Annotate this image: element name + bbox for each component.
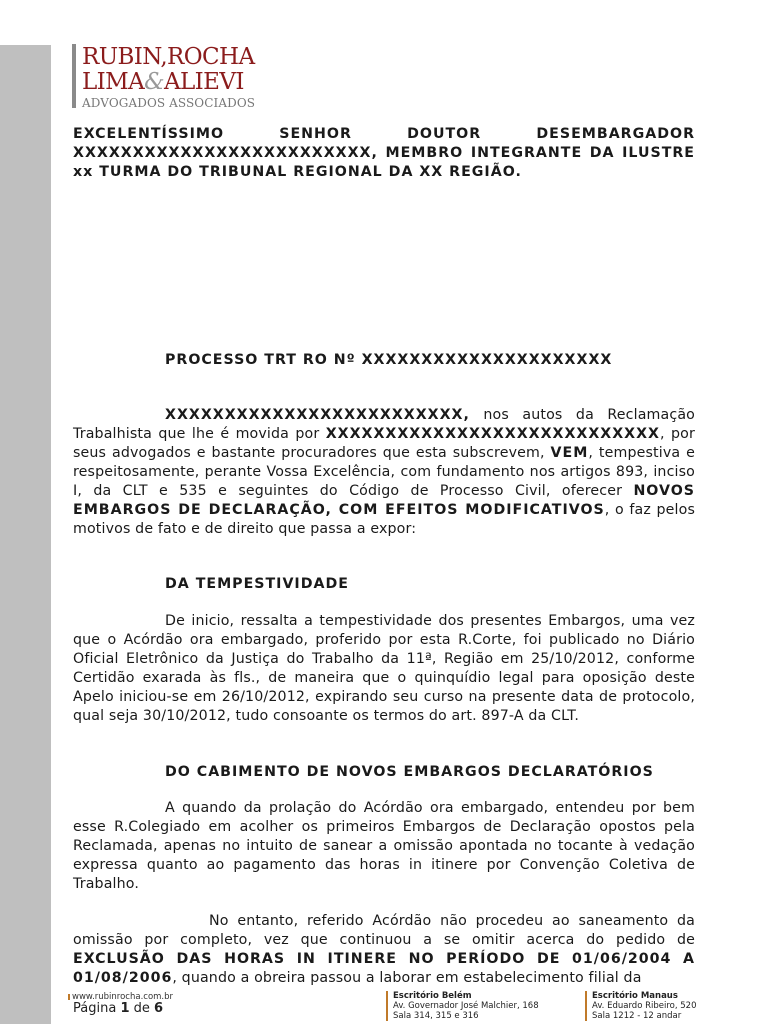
logo-word-lima: LIMA bbox=[82, 69, 145, 95]
page-total: 6 bbox=[154, 1001, 164, 1016]
cabimento-paragraph-1: A quando da prolação do Acórdão ora embargado, entendeu por bem esse R.Colegiado em acolher os primeiros Embargos de Declaração opostos pela Reclamada, apenas no intuito de sanear a omissão apontada no tocante à vedação expressa quanto ao pagamento das horas in itinere por Convenção Coletiva de Trabalho. bbox=[73, 800, 695, 892]
footer-office-belem bbox=[386, 991, 539, 1021]
vem-keyword: VEM bbox=[550, 445, 589, 461]
cabimento-paragraph-2 bbox=[73, 912, 695, 988]
office-belem-title: Escritório Belém bbox=[393, 991, 472, 1001]
address-line-2: XXXXXXXXXXXXXXXXXXXXXXXXX, MEMBRO INTEGRANTE DA ILUSTRE bbox=[73, 145, 695, 161]
page-current: 1 bbox=[120, 1001, 130, 1016]
logo-word-alievi: ALIEVI bbox=[164, 69, 244, 95]
page-footer bbox=[0, 988, 768, 1024]
logo-line-1: RUBIN,ROCHA bbox=[82, 44, 255, 70]
page-indicator bbox=[73, 1001, 163, 1016]
address-line-3: xx TURMA DO TRIBUNAL REGIONAL DA XX REGIÃO. bbox=[73, 164, 522, 180]
processo-number: PROCESSO TRT RO Nº XXXXXXXXXXXXXXXXXXXXX bbox=[165, 352, 613, 368]
cabimento-text-b: , quando a obreira passou a laborar em estabelecimento filial da bbox=[172, 970, 642, 986]
address-block bbox=[73, 125, 695, 182]
left-margin-bar bbox=[0, 45, 51, 1024]
firm-logo bbox=[72, 44, 272, 112]
office-belem-address-2: Sala 314, 315 e 316 bbox=[393, 1011, 479, 1021]
tempestividade-paragraph: De inicio, ressalta a tempestividade dos presentes Embargos, uma vez que o Acórdão ora embargado, proferido por esta R.Corte, foi publicado no Diário Oficial Eletrônico da Justiça do Trabalho da 11ª, Região em 25/10/2012, conforme Certidão exarada às fls., de maneira que o quinquídio legal para oposição deste Apelo iniciou-se em 26/10/2012, expirando seu curso na presente data de protocolo, qual seja 30/10/2012, tudo consoante os termos do art. 897-A da CLT. bbox=[73, 613, 695, 724]
embargos-title: NOVOS EMBARGOS DE DECLARAÇÃO, COM EFEITOS MODIFICATIVOS bbox=[73, 483, 695, 518]
office-belem-address-1: Av. Governador José Malchier, 168 bbox=[393, 1001, 539, 1011]
footer-website: www.rubinrocha.com.br bbox=[72, 992, 174, 1002]
office-manaus-address-2: Sala 1212 - 12 andar bbox=[592, 1011, 682, 1021]
intro-text-4: , o faz pelos motivos de fato e de direito que passa a expor: bbox=[73, 502, 695, 537]
intro-text-1: nos autos da Reclamação Trabalhista que lhe é movida por bbox=[73, 407, 695, 442]
address-line-1: EXCELENTÍSSIMO SENHOR DOUTOR DESEMBARGADOR bbox=[73, 126, 695, 142]
section-heading-tempestividade: DA TEMPESTIVIDADE bbox=[165, 576, 349, 592]
office-manaus-address-1: Av. Eduardo Ribeiro, 520 bbox=[592, 1001, 697, 1011]
cabimento-text-a: No entanto, referido Acórdão não procedeu ao saneamento da omissão por completo, vez que continuou a se omitir acerca do pedido de bbox=[73, 913, 695, 948]
footer-accent-mark bbox=[68, 994, 70, 1000]
logo-rule bbox=[72, 44, 76, 108]
section-heading-cabimento: DO CABIMENTO DE NOVOS EMBARGOS DECLARATÓRIOS bbox=[165, 764, 654, 780]
party-reclamante: XXXXXXXXXXXXXXXXXXXXXXXXXXXX bbox=[325, 426, 660, 442]
page-label: Página bbox=[73, 1001, 117, 1016]
logo-ampersand: & bbox=[144, 69, 164, 95]
logo-tagline: ADVOGADOS ASSOCIADOS bbox=[82, 96, 256, 110]
exclusao-highlight: EXCLUSÃO DAS HORAS IN ITINERE NO PERÍODO DE 01/06/2004 A 01/08/2006 bbox=[73, 951, 695, 986]
intro-paragraph bbox=[73, 406, 695, 539]
logo-line-2 bbox=[82, 69, 244, 95]
intro-text-3: , tempestiva e respeitosamente, perante Vossa Excelência, com fundamento nos artigos 893, inciso I, da CLT e 535 e seguintes do Código de Processo Civil, oferecer bbox=[73, 445, 695, 499]
intro-text-2: , por seus advogados e bastante procuradores que esta subscrevem, bbox=[73, 426, 695, 461]
page-of: de bbox=[133, 1001, 150, 1016]
office-manaus-title: Escritório Manaus bbox=[592, 991, 678, 1001]
party-embargante: XXXXXXXXXXXXXXXXXXXXXXXXX, bbox=[165, 407, 470, 423]
footer-office-manaus bbox=[585, 991, 697, 1021]
